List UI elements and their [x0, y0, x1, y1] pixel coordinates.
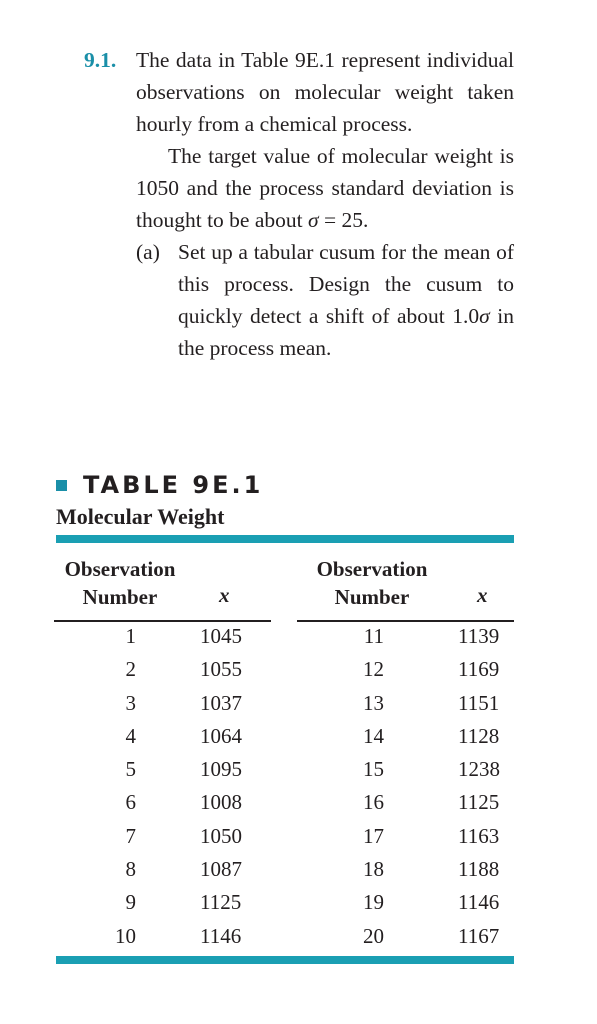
part-a-text-a: Set up a tabular cusum for the mean of this process. Design the cusum to quickly detect a shift of about 1.0: [178, 240, 514, 328]
problem-number: 9.1.: [84, 48, 117, 72]
cell-observation-right: 19: [363, 890, 384, 915]
cell-observation-left: 4: [125, 723, 136, 748]
cell-observation-right: 20: [363, 923, 384, 948]
cell-x-left: 1064: [200, 723, 242, 748]
cell-observation-left: 10: [115, 923, 136, 948]
cell-observation-right: 12: [363, 657, 384, 682]
cell-x-right: 1128: [458, 723, 500, 748]
cell-observation-right: 11: [363, 624, 384, 648]
part-a-sigma: σ: [479, 304, 490, 328]
table-row: [0, 788, 597, 821]
header-x-right: x: [477, 583, 488, 607]
table-row: [0, 755, 597, 788]
cell-observation-left: 2: [125, 657, 136, 682]
cell-x-left: 1125: [200, 890, 242, 915]
cell-observation-right: 16: [363, 790, 384, 815]
cell-x-right: 1125: [458, 790, 500, 815]
sigma-symbol: σ: [307, 208, 319, 232]
table-row: [0, 622, 597, 655]
cell-x-right: 1238: [458, 757, 500, 782]
cell-observation-left: 7: [125, 823, 136, 848]
table-bottom-rule: [56, 956, 514, 964]
table-row: [0, 855, 597, 888]
table-row: [0, 922, 597, 955]
cell-observation-right: 15: [363, 757, 384, 782]
cell-x-left: 1045: [200, 624, 242, 648]
cell-x-right: 1167: [458, 923, 500, 948]
cell-observation-left: 1: [125, 624, 136, 648]
table-label: [56, 471, 263, 499]
cell-x-right: 1163: [458, 823, 500, 848]
cell-x-right: 1146: [458, 890, 500, 915]
problem-paragraph-1: The data in Table 9E.1 represent individual observations on molecular weight taken hourly from a chemical process.: [136, 48, 514, 136]
part-a-label: (a): [136, 240, 160, 264]
table-row: [0, 822, 597, 855]
cell-observation-left: 6: [125, 790, 136, 815]
paragraph-2-text-b: = 25.: [318, 208, 369, 232]
cell-observation-left: 3: [125, 690, 136, 715]
cell-x-left: 1055: [200, 657, 242, 682]
cell-x-right: 1139: [458, 624, 500, 648]
cell-x-right: 1169: [458, 657, 500, 682]
table-top-rule: [56, 535, 514, 543]
part-a-text: [178, 236, 514, 364]
table-row: [0, 722, 597, 755]
header-observation-line2: Number: [82, 585, 158, 609]
header-observation-line1: Observation: [64, 557, 176, 581]
cell-x-left: 1037: [200, 690, 242, 715]
cell-x-left: 1146: [200, 923, 242, 948]
table-caption: Molecular Weight: [56, 504, 225, 529]
header-observation-line2: Number: [334, 585, 410, 609]
cell-x-left: 1050: [200, 823, 242, 848]
header-observation-number-left: [54, 555, 186, 611]
part-a: [136, 236, 514, 364]
square-bullet-icon: [56, 480, 67, 491]
table-row: [0, 888, 597, 921]
cell-x-right: 1188: [458, 857, 500, 882]
paragraph-2-text-a: The target value of molecular weight is 1050 and the process standard deviation is thought to be about: [136, 144, 514, 232]
header-observation-line1: Observation: [316, 557, 428, 581]
header-observation-number-right: [306, 555, 438, 611]
table-row: [0, 655, 597, 688]
problem-paragraph-2: [136, 140, 514, 236]
cell-observation-left: 9: [125, 890, 136, 915]
cell-x-left: 1087: [200, 857, 242, 882]
header-x-left: x: [219, 583, 230, 607]
problem-9-1: [84, 44, 514, 364]
cell-observation-right: 17: [363, 823, 384, 848]
table-label-text: TABLE 9E.1: [83, 471, 264, 499]
cell-x-right: 1151: [458, 690, 500, 715]
cell-x-left: 1095: [200, 757, 242, 782]
cell-observation-right: 14: [363, 723, 384, 748]
part-a-text-b: in the process mean.: [178, 304, 514, 360]
cell-observation-right: 18: [363, 857, 384, 882]
cell-observation-right: 13: [363, 690, 384, 715]
cell-observation-left: 5: [125, 757, 136, 782]
cell-observation-left: 8: [125, 857, 136, 882]
cell-x-left: 1008: [200, 790, 242, 815]
table-row: [0, 689, 597, 722]
table-body: [0, 622, 597, 955]
